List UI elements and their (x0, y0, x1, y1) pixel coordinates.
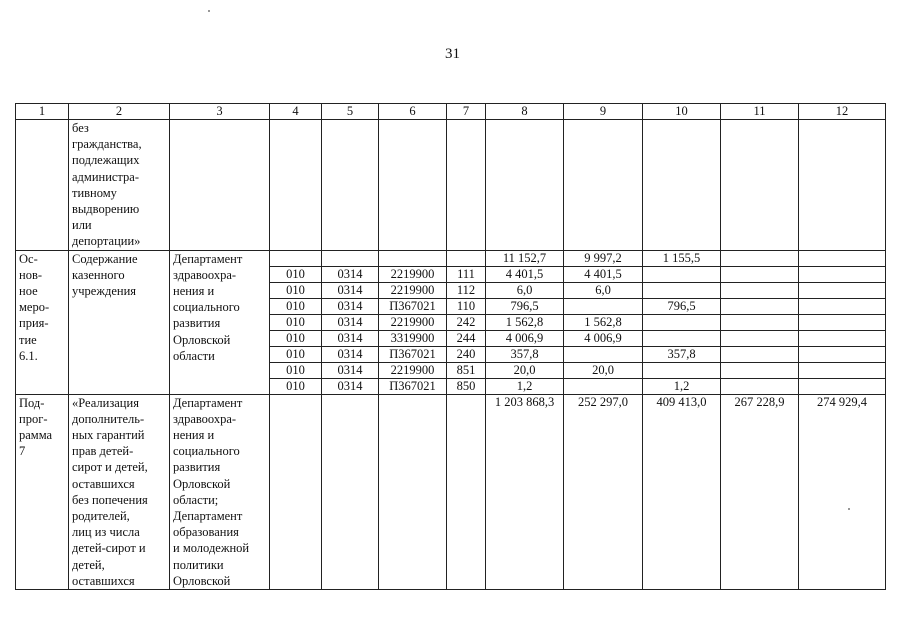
table-cell (270, 120, 322, 251)
amount-total: 357,8 (486, 346, 564, 362)
table-cell (486, 120, 564, 251)
amount-col10: 1 155,5 (643, 250, 721, 266)
grbs-code: 010 (270, 266, 322, 282)
section-code: 0314 (322, 330, 379, 346)
amount-col11 (721, 330, 799, 346)
amount-total: 4 401,5 (486, 266, 564, 282)
table-cell (447, 120, 486, 251)
amount-col12 (799, 362, 886, 378)
page-number: 31 (445, 46, 460, 62)
amount-total: 1 562,8 (486, 314, 564, 330)
expense-type: 850 (447, 378, 486, 394)
expense-type: 111 (447, 266, 486, 282)
column-number: 9 (564, 104, 643, 120)
table-cell (721, 120, 799, 251)
subprogram-executor: Департамент здравоохра- нения и социального развития Орловской области; Департамент образования и молодежной политики Орловской (170, 394, 270, 589)
amount-col9: 252 297,0 (564, 394, 643, 589)
amount-total: 11 152,7 (486, 250, 564, 266)
column-number: 2 (69, 104, 170, 120)
amount-col11: 267 228,9 (721, 394, 799, 589)
column-number: 10 (643, 104, 721, 120)
expense-type: 851 (447, 362, 486, 378)
amount-col11 (721, 314, 799, 330)
column-number: 1 (16, 104, 69, 120)
table-cell (16, 120, 69, 251)
target-code: 2219900 (379, 282, 447, 298)
event-title: Содержание казенного учреждения (69, 250, 170, 394)
target-code: 2219900 (379, 314, 447, 330)
amount-col9: 20,0 (564, 362, 643, 378)
target-code: П367021 (379, 378, 447, 394)
table-cell (799, 120, 886, 251)
expense-type: 110 (447, 298, 486, 314)
amount-col10 (643, 314, 721, 330)
amount-col10 (643, 266, 721, 282)
amount-total: 796,5 (486, 298, 564, 314)
amount-col11 (721, 250, 799, 266)
amount-col9: 4 401,5 (564, 266, 643, 282)
expense-type: 244 (447, 330, 486, 346)
amount-col12 (799, 378, 886, 394)
target-code: 2219900 (379, 266, 447, 282)
grbs-code: 010 (270, 314, 322, 330)
amount-col9 (564, 346, 643, 362)
amount-col12: 274 929,4 (799, 394, 886, 589)
continuation-text: без гражданства, подлежащих администра- тивному выдворению или депортации» (69, 120, 170, 251)
target-code (379, 250, 447, 266)
grbs-code: 010 (270, 378, 322, 394)
table-cell (643, 120, 721, 251)
amount-total: 20,0 (486, 362, 564, 378)
amount-col10 (643, 362, 721, 378)
section-code: 0314 (322, 282, 379, 298)
column-number-row (16, 104, 886, 120)
amount-col9: 6,0 (564, 282, 643, 298)
column-number: 6 (379, 104, 447, 120)
scan-speck (208, 10, 210, 12)
amount-col9: 1 562,8 (564, 314, 643, 330)
amount-col12 (799, 314, 886, 330)
section-code: 0314 (322, 378, 379, 394)
budget-table (15, 103, 886, 590)
grbs-code: 010 (270, 362, 322, 378)
amount-col12 (799, 346, 886, 362)
amount-total: 6,0 (486, 282, 564, 298)
continuation-row (16, 120, 886, 251)
column-number: 11 (721, 104, 799, 120)
table-cell (564, 120, 643, 251)
amount-col10: 409 413,0 (643, 394, 721, 589)
amount-col10: 796,5 (643, 298, 721, 314)
column-number: 4 (270, 104, 322, 120)
amount-col9: 9 997,2 (564, 250, 643, 266)
subprogram-row (16, 394, 886, 589)
table-cell (379, 394, 447, 589)
expense-type (447, 250, 486, 266)
section-code: 0314 (322, 298, 379, 314)
section-code: 0314 (322, 266, 379, 282)
amount-col12 (799, 250, 886, 266)
section-code (322, 250, 379, 266)
target-code: 2219900 (379, 362, 447, 378)
amount-col11 (721, 362, 799, 378)
responsible-executor: Департамент здравоохра- нения и социального развития Орловской области (170, 250, 270, 394)
event-label: Ос- нов- ное меро- прия- тие 6.1. (16, 250, 69, 394)
expense-type: 240 (447, 346, 486, 362)
section-code: 0314 (322, 362, 379, 378)
amount-col11 (721, 282, 799, 298)
expense-type: 112 (447, 282, 486, 298)
amount-col11 (721, 266, 799, 282)
section-code: 0314 (322, 314, 379, 330)
grbs-code: 010 (270, 346, 322, 362)
amount-col12 (799, 266, 886, 282)
grbs-code (270, 250, 322, 266)
amount-total: 4 006,9 (486, 330, 564, 346)
grbs-code: 010 (270, 330, 322, 346)
amount-col11 (721, 378, 799, 394)
amount-col9: 4 006,9 (564, 330, 643, 346)
subprogram-label: Под- прог- рамма 7 (16, 394, 69, 589)
table-cell (322, 394, 379, 589)
column-number: 8 (486, 104, 564, 120)
grbs-code: 010 (270, 298, 322, 314)
subprogram-title: «Реализация дополнитель- ных гарантий прав детей- сирот и детей, оставшихся без попечения родителей, лиц из числа детей-сирот и детей, оставшихся (69, 394, 170, 589)
target-code: 3319900 (379, 330, 447, 346)
column-number: 12 (799, 104, 886, 120)
amount-total: 1 203 868,3 (486, 394, 564, 589)
amount-col10 (643, 282, 721, 298)
column-number: 3 (170, 104, 270, 120)
amount-col9 (564, 298, 643, 314)
table-row (16, 250, 886, 266)
amount-col10: 1,2 (643, 378, 721, 394)
table-cell (379, 120, 447, 251)
column-number: 7 (447, 104, 486, 120)
grbs-code: 010 (270, 282, 322, 298)
amount-col10 (643, 330, 721, 346)
amount-total: 1,2 (486, 378, 564, 394)
amount-col12 (799, 282, 886, 298)
amount-col12 (799, 298, 886, 314)
section-code: 0314 (322, 346, 379, 362)
target-code: П367021 (379, 346, 447, 362)
amount-col11 (721, 298, 799, 314)
table-cell (447, 394, 486, 589)
amount-col9 (564, 378, 643, 394)
target-code: П367021 (379, 298, 447, 314)
table-cell (322, 120, 379, 251)
column-number: 5 (322, 104, 379, 120)
table-cell (270, 394, 322, 589)
table-cell (170, 120, 270, 251)
amount-col10: 357,8 (643, 346, 721, 362)
amount-col11 (721, 346, 799, 362)
amount-col12 (799, 330, 886, 346)
expense-type: 242 (447, 314, 486, 330)
